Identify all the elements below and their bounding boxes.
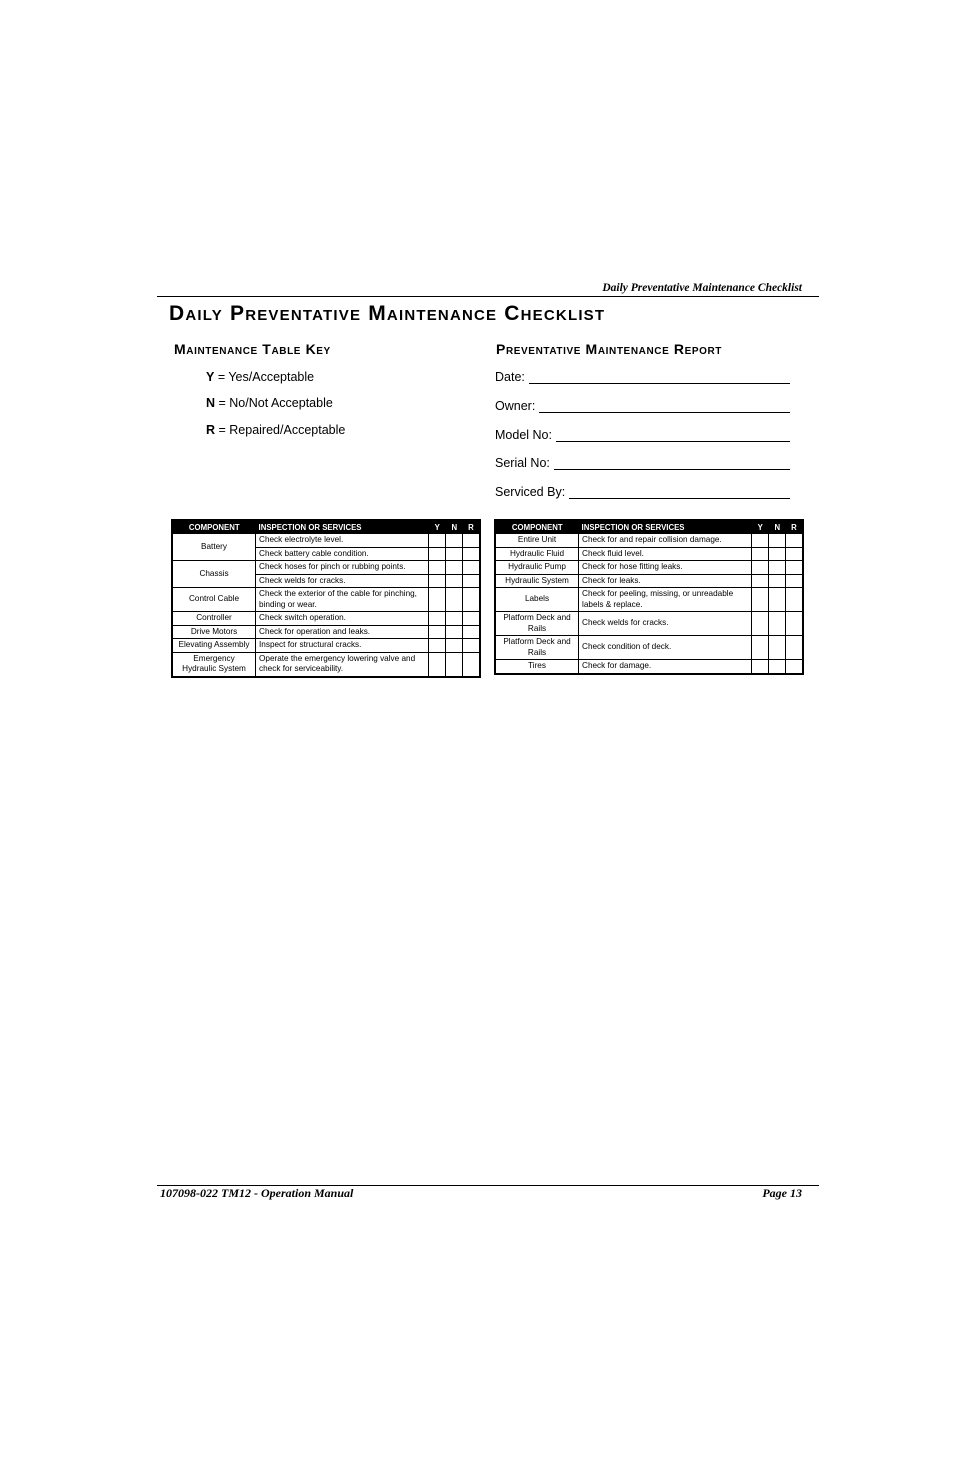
component-cell: Hydraulic System xyxy=(495,574,579,588)
component-cell: Labels xyxy=(495,588,579,612)
check-box-y[interactable] xyxy=(429,652,446,677)
component-cell: Controller xyxy=(172,612,256,626)
check-box-r[interactable] xyxy=(786,561,803,575)
check-box-r[interactable] xyxy=(463,574,480,588)
inspection-cell: Check for operation and leaks. xyxy=(256,625,429,639)
key-item-n xyxy=(206,396,333,410)
check-box-n[interactable] xyxy=(769,547,786,561)
footer-document-id: 107098-022 TM12 - Operation Manual xyxy=(160,1186,354,1200)
table-row xyxy=(172,652,480,677)
check-box-n[interactable] xyxy=(446,625,463,639)
col-component: COMPONENT xyxy=(495,520,579,534)
check-box-y[interactable] xyxy=(429,625,446,639)
page-title: Daily Preventative Maintenance Checklist xyxy=(169,302,606,325)
owner-field[interactable] xyxy=(495,399,790,413)
report-heading: Preventative Maintenance Report xyxy=(496,341,723,357)
check-box-n[interactable] xyxy=(446,652,463,677)
serial-no-field[interactable] xyxy=(495,456,790,470)
inspection-cell: Check the exterior of the cable for pinching, binding or wear. xyxy=(256,588,429,612)
check-box-r[interactable] xyxy=(463,547,480,561)
checklist-table-right xyxy=(494,519,804,675)
header-rule xyxy=(157,296,819,297)
check-box-r[interactable] xyxy=(786,636,803,660)
check-box-y[interactable] xyxy=(752,534,769,548)
col-component: COMPONENT xyxy=(172,520,256,534)
check-box-r[interactable] xyxy=(786,588,803,612)
col-n: N xyxy=(769,520,786,534)
check-box-n[interactable] xyxy=(769,588,786,612)
check-box-n[interactable] xyxy=(446,534,463,548)
inspection-cell: Check hoses for pinch or rubbing points. xyxy=(256,561,429,575)
table-row xyxy=(172,534,480,548)
check-box-n[interactable] xyxy=(769,574,786,588)
check-box-y[interactable] xyxy=(429,612,446,626)
inspection-cell: Inspect for structural cracks. xyxy=(256,639,429,653)
check-box-r[interactable] xyxy=(463,625,480,639)
inspection-cell: Check electrolyte level. xyxy=(256,534,429,548)
table-row xyxy=(172,625,480,639)
check-box-y[interactable] xyxy=(429,547,446,561)
field-label: Serviced By: xyxy=(495,485,566,499)
field-line[interactable] xyxy=(554,458,790,470)
component-cell: Tires xyxy=(495,660,579,674)
check-box-r[interactable] xyxy=(463,652,480,677)
field-line[interactable] xyxy=(539,401,790,413)
field-label: Date: xyxy=(495,370,525,384)
table-header-row xyxy=(495,520,803,534)
inspection-cell: Check welds for cracks. xyxy=(256,574,429,588)
key-text: = Repaired/Acceptable xyxy=(215,423,346,437)
table-row xyxy=(495,547,803,561)
serviced-by-field[interactable] xyxy=(495,485,790,499)
key-code: R xyxy=(206,423,216,437)
check-box-r[interactable] xyxy=(463,561,480,575)
table-row xyxy=(495,561,803,575)
key-code: N xyxy=(206,396,216,410)
inspection-cell: Check welds for cracks. xyxy=(579,612,752,636)
inspection-cell: Check condition of deck. xyxy=(579,636,752,660)
component-cell: Battery xyxy=(172,534,256,561)
inspection-cell: Check fluid level. xyxy=(579,547,752,561)
check-box-y[interactable] xyxy=(752,561,769,575)
check-box-n[interactable] xyxy=(769,636,786,660)
col-y: Y xyxy=(752,520,769,534)
component-cell: Platform Deck and Rails xyxy=(495,612,579,636)
check-box-n[interactable] xyxy=(446,561,463,575)
check-box-n[interactable] xyxy=(446,612,463,626)
check-box-r[interactable] xyxy=(463,639,480,653)
field-line[interactable] xyxy=(556,430,790,442)
key-heading: Maintenance Table Key xyxy=(174,341,331,357)
component-cell: Control Cable xyxy=(172,588,256,612)
col-r: R xyxy=(786,520,803,534)
check-box-n[interactable] xyxy=(769,612,786,636)
table-row xyxy=(495,588,803,612)
field-label: Model No: xyxy=(495,428,552,442)
check-box-y[interactable] xyxy=(752,574,769,588)
check-box-n[interactable] xyxy=(446,547,463,561)
inspection-cell: Check switch operation. xyxy=(256,612,429,626)
inspection-cell: Check for hose fitting leaks. xyxy=(579,561,752,575)
table-row xyxy=(495,534,803,548)
key-text: = No/Not Acceptable xyxy=(215,396,333,410)
check-box-n[interactable] xyxy=(769,660,786,674)
col-inspection: INSPECTION OR SERVICES xyxy=(579,520,752,534)
key-item-r xyxy=(206,423,345,437)
table-row xyxy=(172,639,480,653)
key-code: Y xyxy=(206,370,215,384)
component-cell: Chassis xyxy=(172,561,256,588)
check-box-y[interactable] xyxy=(429,588,446,612)
check-box-n[interactable] xyxy=(769,561,786,575)
key-item-y xyxy=(206,370,314,384)
check-box-r[interactable] xyxy=(463,534,480,548)
model-no-field[interactable] xyxy=(495,428,790,442)
footer-page-number: Page 13 xyxy=(762,1186,802,1200)
check-box-y[interactable] xyxy=(429,639,446,653)
table-row xyxy=(172,561,480,575)
check-box-y[interactable] xyxy=(429,561,446,575)
inspection-cell: Check for damage. xyxy=(579,660,752,674)
table-row xyxy=(495,574,803,588)
inspection-cell: Check for peeling, missing, or unreadable labels & replace. xyxy=(579,588,752,612)
inspection-cell: Check battery cable condition. xyxy=(256,547,429,561)
table-row xyxy=(495,660,803,674)
date-field[interactable] xyxy=(495,370,790,384)
check-box-y[interactable] xyxy=(752,636,769,660)
check-box-y[interactable] xyxy=(752,588,769,612)
check-box-n[interactable] xyxy=(769,534,786,548)
check-box-n[interactable] xyxy=(446,588,463,612)
running-header: Daily Preventative Maintenance Checklist xyxy=(602,282,802,294)
checklist-table-left xyxy=(171,519,481,678)
check-box-r[interactable] xyxy=(786,547,803,561)
component-cell: Hydraulic Pump xyxy=(495,561,579,575)
inspection-cell: Operate the emergency lowering valve and check for serviceability. xyxy=(256,652,429,677)
check-box-r[interactable] xyxy=(786,574,803,588)
col-r: R xyxy=(463,520,480,534)
check-box-y[interactable] xyxy=(752,612,769,636)
component-cell: Emergency Hydraulic System xyxy=(172,652,256,677)
component-cell: Entire Unit xyxy=(495,534,579,548)
field-label: Owner: xyxy=(495,399,536,413)
check-box-r[interactable] xyxy=(786,612,803,636)
check-box-y[interactable] xyxy=(752,547,769,561)
col-y: Y xyxy=(429,520,446,534)
table-header-row xyxy=(172,520,480,534)
field-line[interactable] xyxy=(569,487,790,499)
check-box-n[interactable] xyxy=(446,574,463,588)
check-box-r[interactable] xyxy=(786,534,803,548)
component-cell: Platform Deck and Rails xyxy=(495,636,579,660)
component-cell: Elevating Assembly xyxy=(172,639,256,653)
field-line[interactable] xyxy=(529,372,790,384)
field-label: Serial No: xyxy=(495,456,550,470)
col-n: N xyxy=(446,520,463,534)
check-box-r[interactable] xyxy=(463,588,480,612)
inspection-cell: Check for leaks. xyxy=(579,574,752,588)
check-box-y[interactable] xyxy=(429,574,446,588)
check-box-r[interactable] xyxy=(786,660,803,674)
check-box-y[interactable] xyxy=(429,534,446,548)
table-row xyxy=(172,588,480,612)
check-box-r[interactable] xyxy=(463,612,480,626)
table-row xyxy=(172,612,480,626)
check-box-n[interactable] xyxy=(446,639,463,653)
col-inspection: INSPECTION OR SERVICES xyxy=(256,520,429,534)
check-box-y[interactable] xyxy=(752,660,769,674)
table-row xyxy=(495,636,803,660)
inspection-cell: Check for and repair collision damage. xyxy=(579,534,752,548)
table-row xyxy=(495,612,803,636)
key-text: = Yes/Acceptable xyxy=(214,370,315,384)
component-cell: Drive Motors xyxy=(172,625,256,639)
component-cell: Hydraulic Fluid xyxy=(495,547,579,561)
